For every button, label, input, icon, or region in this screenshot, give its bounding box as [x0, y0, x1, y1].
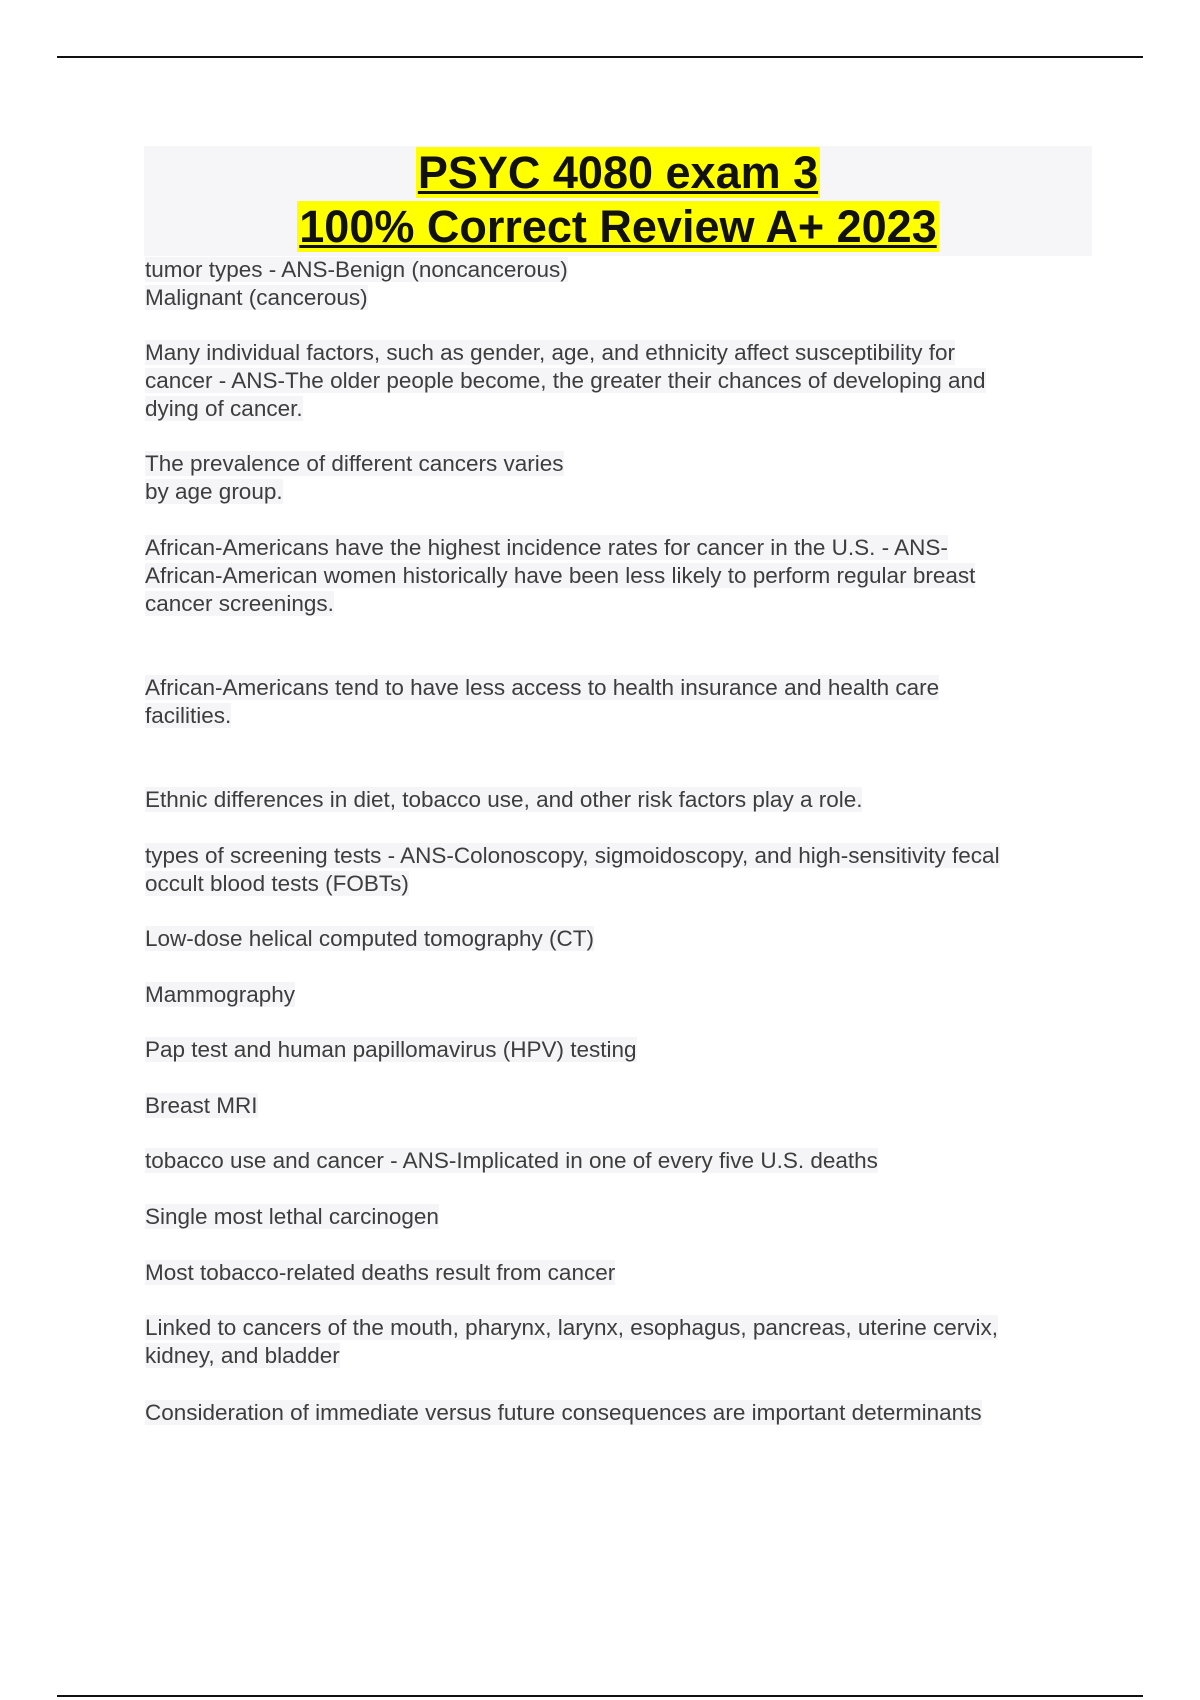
- text-line: tumor types - ANS-Benign (noncancerous): [145, 257, 568, 282]
- text-line: facilities.: [145, 703, 232, 728]
- document-title: PSYC 4080 exam 3: [417, 147, 819, 198]
- text-line: Breast MRI: [145, 1093, 258, 1118]
- qa-item: [145, 1203, 1105, 1231]
- qa-item: [145, 1314, 1105, 1370]
- qa-item: [145, 1259, 1105, 1287]
- text-line: African-Americans have the highest incidence rates for cancer in the U.S. - ANS-: [145, 535, 948, 560]
- text-line: The prevalence of different cancers varies: [145, 451, 564, 476]
- text-line: dying of cancer.: [145, 396, 303, 421]
- qa-item: [145, 1399, 1105, 1427]
- text-line: African-American women historically have been less likely to perform regular breast: [145, 563, 976, 588]
- qa-item: [145, 1036, 1105, 1064]
- text-line: Mammography: [145, 982, 296, 1007]
- document-subtitle: 100% Correct Review A+ 2023: [299, 201, 937, 252]
- text-line: tobacco use and cancer - ANS-Implicated in one of every five U.S. deaths: [145, 1148, 878, 1173]
- text-line: Malignant (cancerous): [145, 285, 368, 310]
- text-line: types of screening tests - ANS-Colonoscopy, sigmoidoscopy, and high-sensitivity fecal: [145, 843, 1000, 868]
- qa-item: [145, 339, 1105, 423]
- text-line: Pap test and human papillomavirus (HPV) testing: [145, 1037, 637, 1062]
- text-line: Consideration of immediate versus future consequences are important determinants: [145, 1400, 982, 1425]
- text-line: by age group.: [145, 479, 283, 504]
- qa-item: [145, 1092, 1105, 1120]
- qa-item: [145, 1147, 1105, 1175]
- text-line: cancer screenings.: [145, 591, 334, 616]
- text-line: Linked to cancers of the mouth, pharynx, larynx, esophagus, pancreas, uterine cervix,: [145, 1315, 998, 1340]
- qa-item: [145, 674, 1105, 730]
- qa-item: [145, 981, 1105, 1009]
- qa-item: [145, 786, 1105, 814]
- text-line: Many individual factors, such as gender, age, and ethnicity affect susceptibility for: [145, 340, 956, 365]
- qa-item: [145, 256, 1105, 312]
- text-line: Low-dose helical computed tomography (CT): [145, 926, 594, 951]
- qa-item: [145, 450, 1105, 506]
- qa-item: [145, 842, 1105, 898]
- text-line: Single most lethal carcinogen: [145, 1204, 439, 1229]
- text-line: cancer - ANS-The older people become, the greater their chances of developing and: [145, 368, 986, 393]
- text-line: African-Americans tend to have less access to health insurance and health care: [145, 675, 940, 700]
- bottom-rule: [57, 1695, 1143, 1697]
- qa-item: [145, 534, 1105, 618]
- text-line: occult blood tests (FOBTs): [145, 871, 409, 896]
- text-line: Ethnic differences in diet, tobacco use, and other risk factors play a role.: [145, 787, 863, 812]
- top-rule: [57, 56, 1143, 58]
- text-line: kidney, and bladder: [145, 1343, 340, 1368]
- qa-item: [145, 925, 1105, 953]
- text-line: Most tobacco-related deaths result from cancer: [145, 1260, 616, 1285]
